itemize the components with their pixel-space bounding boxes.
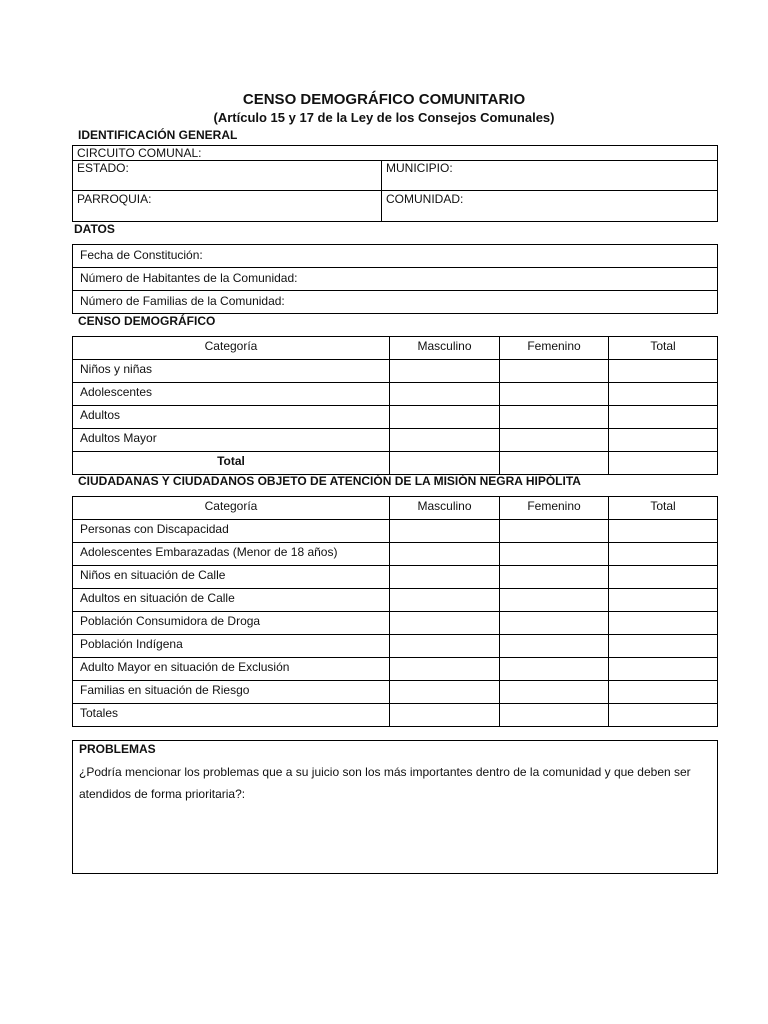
section-heading-problemas: PROBLEMAS <box>73 741 718 761</box>
column-header-masculino: Masculino <box>390 337 500 360</box>
masculino-cell[interactable] <box>390 612 500 635</box>
row-label: Adolescentes Embarazadas (Menor de 18 años) <box>73 543 390 566</box>
table-row <box>73 681 718 704</box>
femenino-cell[interactable] <box>500 543 609 566</box>
femenino-cell[interactable] <box>500 406 609 429</box>
section-heading-datos: DATOS <box>74 222 115 236</box>
row-label: Adultos en situación de Calle <box>73 589 390 612</box>
masculino-cell[interactable] <box>390 681 500 704</box>
totales-row <box>73 704 718 727</box>
datos-table <box>72 244 718 314</box>
table-row <box>73 635 718 658</box>
femenino-cell[interactable] <box>500 635 609 658</box>
column-header-categoria: Categoría <box>73 497 390 520</box>
masculino-cell[interactable] <box>390 383 500 406</box>
total-cell[interactable] <box>609 612 718 635</box>
grand-total-cell[interactable] <box>609 704 718 727</box>
grand-total-cell[interactable] <box>609 452 718 475</box>
masculino-cell[interactable] <box>390 543 500 566</box>
column-header-femenino: Femenino <box>500 337 609 360</box>
masculino-cell[interactable] <box>390 566 500 589</box>
table-row <box>73 383 718 406</box>
total-cell[interactable] <box>609 543 718 566</box>
total-cell[interactable] <box>609 520 718 543</box>
section-heading-mision: CIUDADANAS Y CIUDADANOS OBJETO DE ATENCIÓN DE LA MISIÓN NEGRA HIPÓLITA <box>78 474 581 488</box>
row-label: Adulto Mayor en situación de Exclusión <box>73 658 390 681</box>
table-header-row <box>73 337 718 360</box>
total-cell[interactable] <box>609 566 718 589</box>
parroquia-field[interactable]: PARROQUIA: <box>73 191 382 222</box>
row-label: Adultos Mayor <box>73 429 390 452</box>
masculino-cell[interactable] <box>390 635 500 658</box>
masculino-cell[interactable] <box>390 406 500 429</box>
masculino-cell[interactable] <box>390 360 500 383</box>
table-row <box>73 658 718 681</box>
document-subtitle: (Artículo 15 y 17 de la Ley de los Consejos Comunales) <box>213 110 555 125</box>
censo-demografico-table <box>72 336 718 475</box>
femenino-total-cell[interactable] <box>500 452 609 475</box>
total-cell[interactable] <box>609 635 718 658</box>
document-title: CENSO DEMOGRÁFICO COMUNITARIO <box>242 91 526 108</box>
total-cell[interactable] <box>609 406 718 429</box>
masculino-total-cell[interactable] <box>390 452 500 475</box>
femenino-cell[interactable] <box>500 681 609 704</box>
femenino-cell[interactable] <box>500 383 609 406</box>
mision-negra-hipolita-table <box>72 496 718 727</box>
column-header-masculino: Masculino <box>390 497 500 520</box>
numero-familias-field[interactable]: Número de Familias de la Comunidad: <box>73 291 718 314</box>
row-label: Niños en situación de Calle <box>73 566 390 589</box>
circuito-comunal-field[interactable]: CIRCUITO COMUNAL: <box>73 146 718 161</box>
estado-field[interactable]: ESTADO: <box>73 161 382 191</box>
total-cell[interactable] <box>609 589 718 612</box>
table-row <box>73 589 718 612</box>
femenino-cell[interactable] <box>500 566 609 589</box>
table-row <box>73 612 718 635</box>
table-row <box>73 360 718 383</box>
masculino-cell[interactable] <box>390 658 500 681</box>
total-cell[interactable] <box>609 681 718 704</box>
row-label: Población Indígena <box>73 635 390 658</box>
femenino-cell[interactable] <box>500 612 609 635</box>
fecha-constitucion-field[interactable]: Fecha de Constitución: <box>73 245 718 268</box>
masculino-cell[interactable] <box>390 589 500 612</box>
total-row <box>73 452 718 475</box>
numero-habitantes-field[interactable]: Número de Habitantes de la Comunidad: <box>73 268 718 291</box>
masculino-cell[interactable] <box>390 520 500 543</box>
masculino-total-cell[interactable] <box>390 704 500 727</box>
table-row <box>73 520 718 543</box>
table-row <box>73 429 718 452</box>
row-label: Adolescentes <box>73 383 390 406</box>
total-row-label: Total <box>73 452 390 475</box>
comunidad-field[interactable]: COMUNIDAD: <box>382 191 718 222</box>
table-row <box>73 543 718 566</box>
column-header-total: Total <box>609 337 718 360</box>
femenino-total-cell[interactable] <box>500 704 609 727</box>
masculino-cell[interactable] <box>390 429 500 452</box>
municipio-field[interactable]: MUNICIPIO: <box>382 161 718 191</box>
femenino-cell[interactable] <box>500 589 609 612</box>
total-cell[interactable] <box>609 383 718 406</box>
row-label: Familias en situación de Riesgo <box>73 681 390 704</box>
problemas-box <box>72 740 718 874</box>
column-header-total: Total <box>609 497 718 520</box>
femenino-cell[interactable] <box>500 360 609 383</box>
problemas-question-field[interactable]: ¿Podría mencionar los problemas que a su juicio son los más importantes dentro de la comunidad y que deben ser atendidos de forma prioritaria?: <box>73 761 718 874</box>
row-label: Adultos <box>73 406 390 429</box>
section-heading-censo: CENSO DEMOGRÁFICO <box>78 314 216 328</box>
identificacion-table <box>72 145 718 222</box>
femenino-cell[interactable] <box>500 658 609 681</box>
femenino-cell[interactable] <box>500 520 609 543</box>
row-label: Población Consumidora de Droga <box>73 612 390 635</box>
table-header-row <box>73 497 718 520</box>
column-header-categoria: Categoría <box>73 337 390 360</box>
table-row <box>73 406 718 429</box>
section-heading-identificacion: IDENTIFICACIÓN GENERAL <box>78 128 238 142</box>
total-cell[interactable] <box>609 658 718 681</box>
row-label: Personas con Discapacidad <box>73 520 390 543</box>
total-cell[interactable] <box>609 429 718 452</box>
row-label: Niños y niñas <box>73 360 390 383</box>
femenino-cell[interactable] <box>500 429 609 452</box>
table-row <box>73 566 718 589</box>
row-label: Totales <box>73 704 390 727</box>
total-cell[interactable] <box>609 360 718 383</box>
column-header-femenino: Femenino <box>500 497 609 520</box>
